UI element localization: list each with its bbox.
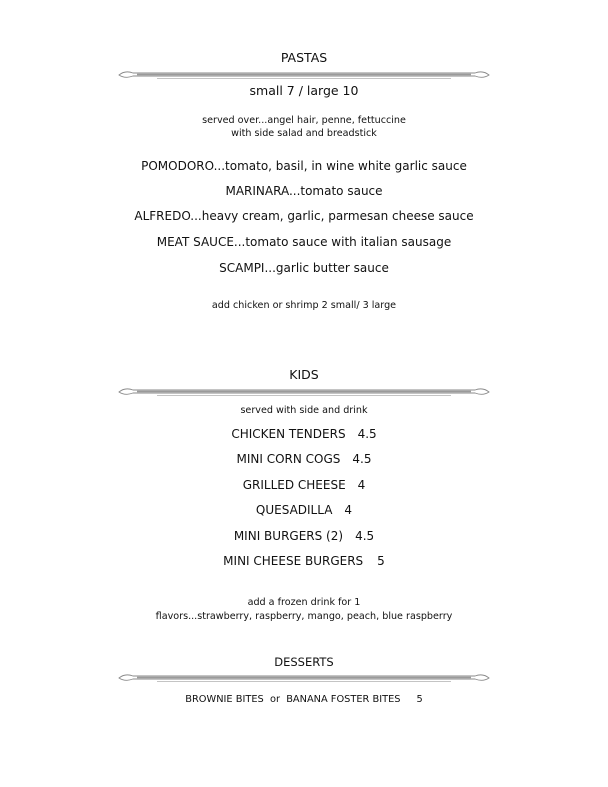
kids-item xyxy=(0,554,608,568)
kids-item-price: 4.5 xyxy=(352,452,372,466)
kids-heading: KIDS xyxy=(289,367,319,382)
kids-item-name: GRILLED CHEESE xyxy=(242,478,346,492)
kids-item xyxy=(0,478,608,492)
kids-item-name: CHICKEN TENDERS xyxy=(231,427,346,441)
pastas-served-line1: served over...angel hair, penne, fettuccine xyxy=(202,115,406,126)
pasta-item: POMODORO...tomato, basil, in wine white garlic sauce xyxy=(141,159,467,173)
kids-item-name: MINI CORN COGS xyxy=(236,452,341,466)
kids-drink-line1: add a frozen drink for 1 xyxy=(247,597,361,608)
pastas-divider xyxy=(117,69,491,81)
desserts-item-line xyxy=(0,694,608,705)
kids-item-price: 4 xyxy=(357,478,366,492)
kids-item xyxy=(0,503,608,517)
kids-item-name: MINI CHEESE BURGERS xyxy=(223,554,364,568)
kids-item xyxy=(0,529,608,543)
pasta-item: SCAMPI...garlic butter sauce xyxy=(219,261,389,275)
kids-item-name: QUESADILLA xyxy=(255,503,333,517)
kids-item-price: 5 xyxy=(377,554,385,568)
kids-item-price: 4.5 xyxy=(357,427,377,441)
desserts-divider xyxy=(117,672,491,684)
pasta-item: ALFREDO...heavy cream, garlic, parmesan cheese sauce xyxy=(134,209,474,223)
kids-divider xyxy=(117,386,491,398)
kids-item xyxy=(0,452,608,466)
desserts-heading: DESSERTS xyxy=(274,655,334,669)
kids-item-name: MINI BURGERS (2) xyxy=(233,529,344,543)
pasta-item: MEAT SAUCE...tomato sauce with italian sausage xyxy=(156,235,452,249)
pastas-served-line2: with side salad and breadstick xyxy=(231,128,377,139)
pasta-item: MARINARA...tomato sauce xyxy=(225,184,383,198)
desserts-price: 5 xyxy=(416,694,423,705)
pastas-price: small 7 / large 10 xyxy=(249,83,359,98)
pastas-addon: add chicken or shrimp 2 small/ 3 large xyxy=(211,300,397,311)
kids-note: served with side and drink xyxy=(240,405,368,416)
kids-item xyxy=(0,427,608,441)
pastas-heading: PASTAS xyxy=(280,50,328,65)
kids-item-price: 4 xyxy=(344,503,353,517)
kids-item-price: 4.5 xyxy=(355,529,375,543)
kids-drink-line2: flavors...strawberry, raspberry, mango, peach, blue raspberry xyxy=(155,611,453,622)
desserts-item: BROWNIE BITES or BANANA FOSTER BITES xyxy=(185,694,401,705)
